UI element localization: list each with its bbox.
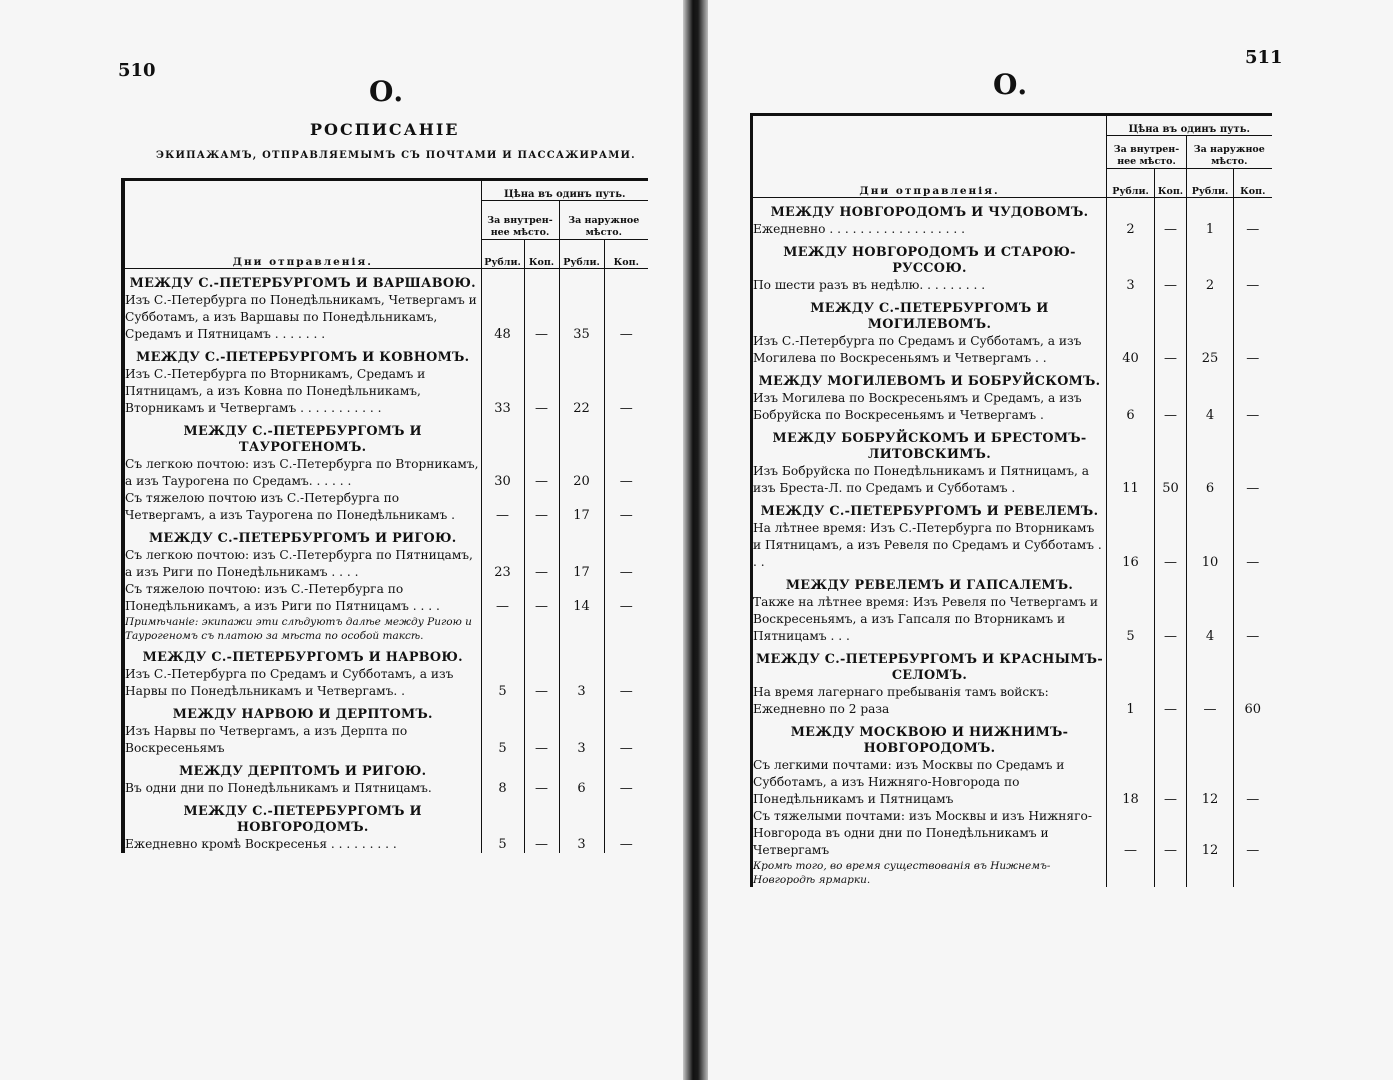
outer-rubles-cell: 20	[559, 456, 604, 490]
page-title: РОСПИСАНІЕ	[310, 120, 460, 139]
inner-rubles-cell	[1107, 497, 1155, 520]
inner-rubles-cell	[1107, 424, 1155, 463]
inner-kopecks-cell	[1155, 645, 1187, 684]
outer-kopecks-cell: —	[1246, 408, 1260, 423]
inner-kopecks-cell	[524, 524, 559, 547]
inner-kopecks-cell	[1155, 424, 1187, 463]
inner-rubles-cell: 2	[1107, 221, 1155, 238]
route-heading-row	[752, 367, 1272, 390]
outer-kopecks-cell: —	[619, 327, 633, 342]
schedule-text: Ежедневно кромѣ Воскресенья . . . . . . . . .	[123, 836, 481, 853]
section-letter: О.	[369, 75, 404, 108]
outer-kopecks-cell	[604, 797, 648, 836]
inner-kopecks-cell	[1155, 238, 1187, 277]
outer-kopecks-cell: —	[619, 741, 633, 756]
route-heading: МЕЖДУ НОВГОРОДОМЪ И СТАРОЮ-РУССОЮ.	[752, 238, 1107, 277]
inner-rubles-cell	[481, 269, 524, 293]
outer-rubles-cell	[559, 269, 604, 293]
inner-seat-header: За внутрен- нее мѣсто.	[481, 201, 559, 240]
outer-kopecks-cell	[604, 524, 648, 547]
kopecks-header: Коп.	[524, 240, 559, 269]
inner-kopecks-cell: —	[1155, 520, 1187, 571]
outer-rubles-cell	[1187, 859, 1234, 887]
outer-rubles-cell	[559, 643, 604, 666]
schedule-text: Изъ С.-Петербурга по Средамъ и Субботамъ, а изъ Могилева по Воскресеньямъ и Четвергамъ . .	[752, 333, 1107, 367]
route-heading: МЕЖДУ ДЕРПТОМЪ И РИГОЮ.	[123, 757, 481, 780]
outer-kopecks-cell: —	[1246, 629, 1260, 644]
inner-kopecks-cell	[1155, 294, 1187, 333]
outer-kopecks-cell: —	[1246, 222, 1260, 237]
schedule-row	[123, 456, 648, 490]
outer-kopecks-cell: —	[1246, 278, 1260, 293]
kopecks-header: Коп.	[1155, 169, 1187, 198]
route-heading-row	[123, 643, 648, 666]
inner-kopecks-cell	[524, 417, 559, 456]
outer-kopecks-cell	[1234, 238, 1272, 277]
outer-seat-header: За наружное мѣсто.	[1187, 136, 1272, 169]
inner-kopecks-cell: 50	[1155, 463, 1187, 497]
inner-kopecks-cell	[524, 343, 559, 366]
outer-rubles-cell: 2	[1187, 277, 1234, 294]
schedule-table	[750, 113, 1272, 887]
inner-rubles-cell	[481, 797, 524, 836]
outer-kopecks-cell: —	[1246, 481, 1260, 496]
inner-kopecks-cell	[524, 269, 559, 293]
route-heading-row	[123, 700, 648, 723]
route-heading-row	[123, 417, 648, 456]
schedule-row	[123, 366, 648, 417]
outer-rubles-cell	[1187, 238, 1234, 277]
note-row	[752, 859, 1272, 887]
inner-kopecks-cell	[1155, 198, 1187, 222]
inner-rubles-cell: 6	[1107, 390, 1155, 424]
outer-rubles-cell	[559, 797, 604, 836]
outer-rubles-cell: 25	[1187, 333, 1234, 367]
note-text: Примѣчаніе: экипажи эти слѣдуютъ далѣе между Ригою и Таурогеномъ съ платою за мѣста по особой таксѣ.	[123, 615, 481, 643]
right-page	[708, 0, 1393, 1080]
outer-rubles-cell: 3	[559, 836, 604, 853]
inner-rubles-cell: 40	[1107, 333, 1155, 367]
price-header: Цѣна въ одинъ путь.	[1107, 115, 1272, 136]
route-heading-row	[752, 718, 1272, 757]
route-heading: МЕЖДУ С.-ПЕТЕРБУРГОМЪ И НОВГОРОДОМЪ.	[123, 797, 481, 836]
schedule-row	[123, 666, 648, 700]
route-heading-row	[752, 238, 1272, 277]
outer-rubles-cell: 12	[1187, 808, 1234, 859]
schedule-table	[121, 178, 648, 853]
inner-rubles-cell: 5	[1107, 594, 1155, 645]
route-heading: МЕЖДУ НАРВОЮ И ДЕРПТОМЪ.	[123, 700, 481, 723]
route-heading: МЕЖДУ С.-ПЕТЕРБУРГОМЪ И РИГОЮ.	[123, 524, 481, 547]
outer-rubles-cell	[1187, 424, 1234, 463]
inner-rubles-cell	[1107, 645, 1155, 684]
inner-rubles-cell: 11	[1107, 463, 1155, 497]
outer-kopecks-cell	[604, 615, 648, 643]
inner-rubles-cell: —	[481, 581, 524, 615]
inner-rubles-cell: 5	[481, 723, 524, 757]
outer-kopecks-cell	[1234, 497, 1272, 520]
days-header: Дни отправленія.	[123, 180, 481, 269]
inner-rubles-cell	[481, 757, 524, 780]
schedule-row	[752, 684, 1272, 718]
inner-kopecks-cell	[1155, 497, 1187, 520]
days-header: Дни отправленія.	[752, 115, 1107, 198]
price-header: Цѣна въ одинъ путь.	[481, 180, 648, 201]
schedule-text: Съ тяжелыми почтами: изъ Москвы и изъ Нижняго-Новгорода въ одни дни по Понедѣльникамъ и Четвергамъ	[752, 808, 1107, 859]
outer-rubles-cell: 10	[1187, 520, 1234, 571]
outer-kopecks-cell	[604, 757, 648, 780]
route-heading: МЕЖДУ С.-ПЕТЕРБУРГОМЪ И РЕВЕЛЕМЪ.	[752, 497, 1107, 520]
inner-rubles-cell: 16	[1107, 520, 1155, 571]
route-heading: МЕЖДУ МОСКВОЮ И НИЖНИМЪ-НОВГОРОДОМЪ.	[752, 718, 1107, 757]
outer-rubles-cell: 17	[559, 490, 604, 524]
outer-kopecks-cell: —	[619, 401, 633, 416]
schedule-row	[752, 463, 1272, 497]
outer-kopecks-cell: —	[1246, 351, 1260, 366]
outer-kopecks-cell: —	[619, 781, 633, 796]
schedule-row	[752, 520, 1272, 571]
inner-rubles-cell	[481, 615, 524, 643]
outer-rubles-cell: 3	[559, 723, 604, 757]
route-heading: МЕЖДУ С.-ПЕТЕРБУРГОМЪ И ВАРШАВОЮ.	[123, 269, 481, 293]
schedule-text: Изъ Нарвы по Четвергамъ, а изъ Дерпта по Воскресеньямъ	[123, 723, 481, 757]
outer-rubles-cell: 4	[1187, 594, 1234, 645]
rubles-header: Рубли.	[1187, 169, 1234, 198]
inner-kopecks-cell: —	[524, 292, 559, 343]
outer-kopecks-cell	[604, 269, 648, 293]
route-heading-row	[752, 294, 1272, 333]
outer-rubles-cell	[1187, 718, 1234, 757]
schedule-row	[752, 277, 1272, 294]
outer-rubles-cell: 4	[1187, 390, 1234, 424]
outer-kopecks-cell	[1234, 294, 1272, 333]
route-heading-row	[752, 645, 1272, 684]
schedule-text: Изъ С.-Петербурга по Средамъ и Субботамъ, а изъ Нарвы по Понедѣльникамъ и Четвергамъ. .	[123, 666, 481, 700]
left-page	[0, 0, 683, 1080]
outer-kopecks-cell: —	[619, 508, 633, 523]
inner-kopecks-cell	[524, 700, 559, 723]
outer-kopecks-cell	[604, 417, 648, 456]
inner-kopecks-cell: —	[524, 666, 559, 700]
inner-rubles-cell: —	[481, 490, 524, 524]
route-heading-row	[752, 497, 1272, 520]
schedule-row	[123, 581, 648, 615]
schedule-row	[752, 808, 1272, 859]
inner-kopecks-cell: —	[1155, 808, 1187, 859]
inner-kopecks-cell	[1155, 718, 1187, 757]
outer-kopecks-cell: —	[1246, 843, 1260, 858]
page-number: 511	[1245, 47, 1283, 68]
outer-kopecks-cell	[1234, 424, 1272, 463]
outer-rubles-cell	[1187, 294, 1234, 333]
outer-rubles-cell: 3	[559, 666, 604, 700]
inner-rubles-cell	[1107, 571, 1155, 594]
outer-rubles-cell: 14	[559, 581, 604, 615]
page-subtitle: ЭКИПАЖАМЪ, ОТПРАВЛЯЕМЫМЪ СЪ ПОЧТАМИ И ПАССАЖИРАМИ.	[156, 150, 636, 161]
outer-kopecks-cell: —	[619, 565, 633, 580]
inner-kopecks-cell	[1155, 571, 1187, 594]
inner-kopecks-cell	[1155, 859, 1187, 887]
outer-rubles-cell	[559, 417, 604, 456]
inner-kopecks-cell: —	[1155, 277, 1187, 294]
inner-kopecks-cell	[524, 757, 559, 780]
schedule-row	[123, 780, 648, 797]
route-heading: МЕЖДУ С.-ПЕТЕРБУРГОМЪ И МОГИЛЕВОМЪ.	[752, 294, 1107, 333]
kopecks-header: Коп.	[604, 240, 648, 269]
inner-kopecks-cell	[1155, 367, 1187, 390]
inner-kopecks-cell: —	[524, 836, 559, 853]
inner-kopecks-cell: —	[524, 366, 559, 417]
schedule-row	[123, 490, 648, 524]
outer-kopecks-cell	[604, 343, 648, 366]
rubles-header: Рубли.	[1107, 169, 1155, 198]
outer-kopecks-cell	[1234, 645, 1272, 684]
route-heading: МЕЖДУ С.-ПЕТЕРБУРГОМЪ И КОВНОМЪ.	[123, 343, 481, 366]
inner-kopecks-cell: —	[1155, 684, 1187, 718]
schedule-text: Изъ С.-Петербурга по Вторникамъ, Средамъ и Пятницамъ, а изъ Ковна по Понедѣльникамъ, Вторникамъ и Четвергамъ . . . . . . . . . . .	[123, 366, 481, 417]
inner-rubles-cell	[481, 417, 524, 456]
schedule-text: На время лагернаго пребыванія тамъ войскъ: Ежедневно по 2 раза	[752, 684, 1107, 718]
outer-rubles-cell: 6	[559, 780, 604, 797]
inner-rubles-cell: 5	[481, 666, 524, 700]
inner-rubles-cell: 33	[481, 366, 524, 417]
outer-rubles-cell	[559, 615, 604, 643]
inner-rubles-cell: 30	[481, 456, 524, 490]
outer-rubles-cell	[1187, 645, 1234, 684]
outer-kopecks-cell	[1234, 367, 1272, 390]
outer-kopecks-cell	[1234, 718, 1272, 757]
inner-kopecks-cell: —	[524, 547, 559, 581]
outer-kopecks-cell: —	[619, 474, 633, 489]
schedule-text: Съ легкою почтою: изъ С.-Петербурга по Вторникамъ, а изъ Таурогена по Средамъ. . . . . .	[123, 456, 481, 490]
note-text: Кромѣ того, во время существованія въ Нижнемъ-Новгородѣ ярмарки.	[752, 859, 1107, 887]
outer-seat-header: За наружное мѣсто.	[559, 201, 648, 240]
route-heading-row	[123, 524, 648, 547]
outer-rubles-cell: 6	[1187, 463, 1234, 497]
outer-rubles-cell	[1187, 198, 1234, 222]
outer-rubles-cell	[559, 700, 604, 723]
schedule-text: Съ тяжелою почтою: изъ С.-Петербурга по Понедѣльникамъ, а изъ Риги по Пятницамъ . . . .	[123, 581, 481, 615]
inner-rubles-cell: 18	[1107, 757, 1155, 808]
schedule-text: Изъ Могилева по Воскресеньямъ и Средамъ, а изъ Бобруйска по Воскресеньямъ и Четвергамъ .	[752, 390, 1107, 424]
schedule-text: Также на лѣтнее время: Изъ Ревеля по Четвергамъ и Воскресеньямъ, а изъ Гапсаля по Вторникамъ и Пятницамъ . . .	[752, 594, 1107, 645]
schedule-row	[752, 757, 1272, 808]
schedule-row	[752, 333, 1272, 367]
inner-rubles-cell: 8	[481, 780, 524, 797]
inner-rubles-cell	[481, 643, 524, 666]
book-gutter	[683, 0, 708, 1080]
outer-kopecks-cell: —	[619, 684, 633, 699]
route-heading: МЕЖДУ С.-ПЕТЕРБУРГОМЪ И НАРВОЮ.	[123, 643, 481, 666]
outer-rubles-cell: 22	[559, 366, 604, 417]
outer-rubles-cell	[1187, 367, 1234, 390]
outer-rubles-cell: 35	[559, 292, 604, 343]
route-heading-row	[123, 269, 648, 293]
outer-rubles-cell	[559, 343, 604, 366]
page-number: 510	[118, 60, 156, 81]
inner-kopecks-cell: —	[524, 490, 559, 524]
inner-kopecks-cell: —	[1155, 757, 1187, 808]
outer-rubles-cell	[1187, 497, 1234, 520]
section-letter: О.	[993, 68, 1028, 101]
inner-rubles-cell	[481, 524, 524, 547]
schedule-row	[123, 292, 648, 343]
route-heading-row	[752, 571, 1272, 594]
outer-rubles-cell: —	[1187, 684, 1234, 718]
outer-rubles-cell	[1187, 571, 1234, 594]
route-heading: МЕЖДУ РЕВЕЛЕМЪ И ГАПСАЛЕМЪ.	[752, 571, 1107, 594]
schedule-row	[752, 594, 1272, 645]
outer-rubles-cell	[559, 524, 604, 547]
inner-rubles-cell	[1107, 859, 1155, 887]
schedule-row	[123, 836, 648, 853]
outer-kopecks-cell	[1234, 198, 1272, 222]
outer-kopecks-cell	[604, 643, 648, 666]
kopecks-header: Коп.	[1234, 169, 1272, 198]
inner-kopecks-cell: —	[1155, 594, 1187, 645]
outer-rubles-cell	[559, 757, 604, 780]
inner-kopecks-cell	[524, 797, 559, 836]
outer-kopecks-cell	[1234, 571, 1272, 594]
outer-kopecks-cell: —	[1246, 792, 1260, 807]
inner-rubles-cell	[1107, 238, 1155, 277]
note-row	[123, 615, 648, 643]
outer-rubles-cell: 17	[559, 547, 604, 581]
schedule-row	[123, 723, 648, 757]
schedule-row	[752, 390, 1272, 424]
outer-rubles-cell: 1	[1187, 221, 1234, 238]
rubles-header: Рубли.	[481, 240, 524, 269]
outer-kopecks-cell: —	[1246, 555, 1260, 570]
outer-kopecks-cell: 60	[1244, 702, 1262, 717]
inner-kopecks-cell	[524, 643, 559, 666]
inner-rubles-cell	[1107, 367, 1155, 390]
route-heading-row	[123, 797, 648, 836]
inner-rubles-cell	[1107, 198, 1155, 222]
schedule-text: Съ легкою почтою: изъ С.-Петербурга по Пятницамъ, а изъ Риги по Понедѣльникамъ . . . .	[123, 547, 481, 581]
inner-kopecks-cell: —	[1155, 390, 1187, 424]
inner-rubles-cell: —	[1107, 808, 1155, 859]
schedule-row	[123, 547, 648, 581]
inner-kopecks-cell: —	[1155, 333, 1187, 367]
schedule-row	[752, 221, 1272, 238]
inner-rubles-cell: 3	[1107, 277, 1155, 294]
inner-rubles-cell: 1	[1107, 684, 1155, 718]
inner-kopecks-cell: —	[1155, 221, 1187, 238]
schedule-text: Съ легкими почтами: изъ Москвы по Средамъ и Субботамъ, а изъ Нижняго-Новгорода по Понедѣльникамъ и Пятницамъ	[752, 757, 1107, 808]
route-heading: МЕЖДУ С.-ПЕТЕРБУРГОМЪ И КРАСНЫМЪ-СЕЛОМЪ.	[752, 645, 1107, 684]
route-heading-row	[123, 343, 648, 366]
inner-kopecks-cell	[524, 615, 559, 643]
schedule-text: Въ одни дни по Понедѣльникамъ и Пятницамъ.	[123, 780, 481, 797]
rubles-header: Рубли.	[559, 240, 604, 269]
inner-rubles-cell	[481, 700, 524, 723]
route-heading: МЕЖДУ МОГИЛЕВОМЪ И БОБРУЙСКОМЪ.	[752, 367, 1107, 390]
inner-rubles-cell	[1107, 718, 1155, 757]
outer-kopecks-cell: —	[619, 837, 633, 852]
inner-seat-header: За внутрен- нее мѣсто.	[1107, 136, 1187, 169]
schedule-text: Съ тяжелою почтою изъ С.-Петербурга по Четвергамъ, а изъ Таурогена по Понедѣльникамъ .	[123, 490, 481, 524]
schedule-text: Изъ С.-Петербурга по Понедѣльникамъ, Четвергамъ и Субботамъ, а изъ Варшавы по Понедѣльникамъ, Средамъ и Пятницамъ . . . . . . .	[123, 292, 481, 343]
route-heading: МЕЖДУ БОБРУЙСКОМЪ И БРЕСТОМЪ-ЛИТОВСКИМЪ.	[752, 424, 1107, 463]
inner-kopecks-cell: —	[524, 456, 559, 490]
route-heading-row	[752, 424, 1272, 463]
inner-kopecks-cell: —	[524, 780, 559, 797]
outer-rubles-cell: 12	[1187, 757, 1234, 808]
schedule-text: Ежедневно . . . . . . . . . . . . . . . . . .	[752, 221, 1107, 238]
inner-rubles-cell	[1107, 294, 1155, 333]
route-heading: МЕЖДУ НОВГОРОДОМЪ И ЧУДОВОМЪ.	[752, 198, 1107, 222]
schedule-text: Изъ Бобруйска по Понедѣльникамъ и Пятницамъ, а изъ Бреста-Л. по Средамъ и Субботамъ .	[752, 463, 1107, 497]
inner-rubles-cell: 48	[481, 292, 524, 343]
outer-kopecks-cell: —	[619, 599, 633, 614]
schedule-text: По шести разъ въ недѣлю. . . . . . . . .	[752, 277, 1107, 294]
outer-kopecks-cell	[604, 700, 648, 723]
route-heading-row	[123, 757, 648, 780]
inner-rubles-cell: 5	[481, 836, 524, 853]
inner-kopecks-cell: —	[524, 723, 559, 757]
inner-rubles-cell: 23	[481, 547, 524, 581]
inner-kopecks-cell: —	[524, 581, 559, 615]
route-heading-row	[752, 198, 1272, 222]
inner-rubles-cell	[481, 343, 524, 366]
schedule-text: На лѣтнее время: Изъ С.-Петербурга по Вторникамъ и Пятницамъ, а изъ Ревеля по Средамъ и Субботамъ . . .	[752, 520, 1107, 571]
outer-kopecks-cell	[1234, 859, 1272, 887]
route-heading: МЕЖДУ С.-ПЕТЕРБУРГОМЪ И ТАУРОГЕНОМЪ.	[123, 417, 481, 456]
